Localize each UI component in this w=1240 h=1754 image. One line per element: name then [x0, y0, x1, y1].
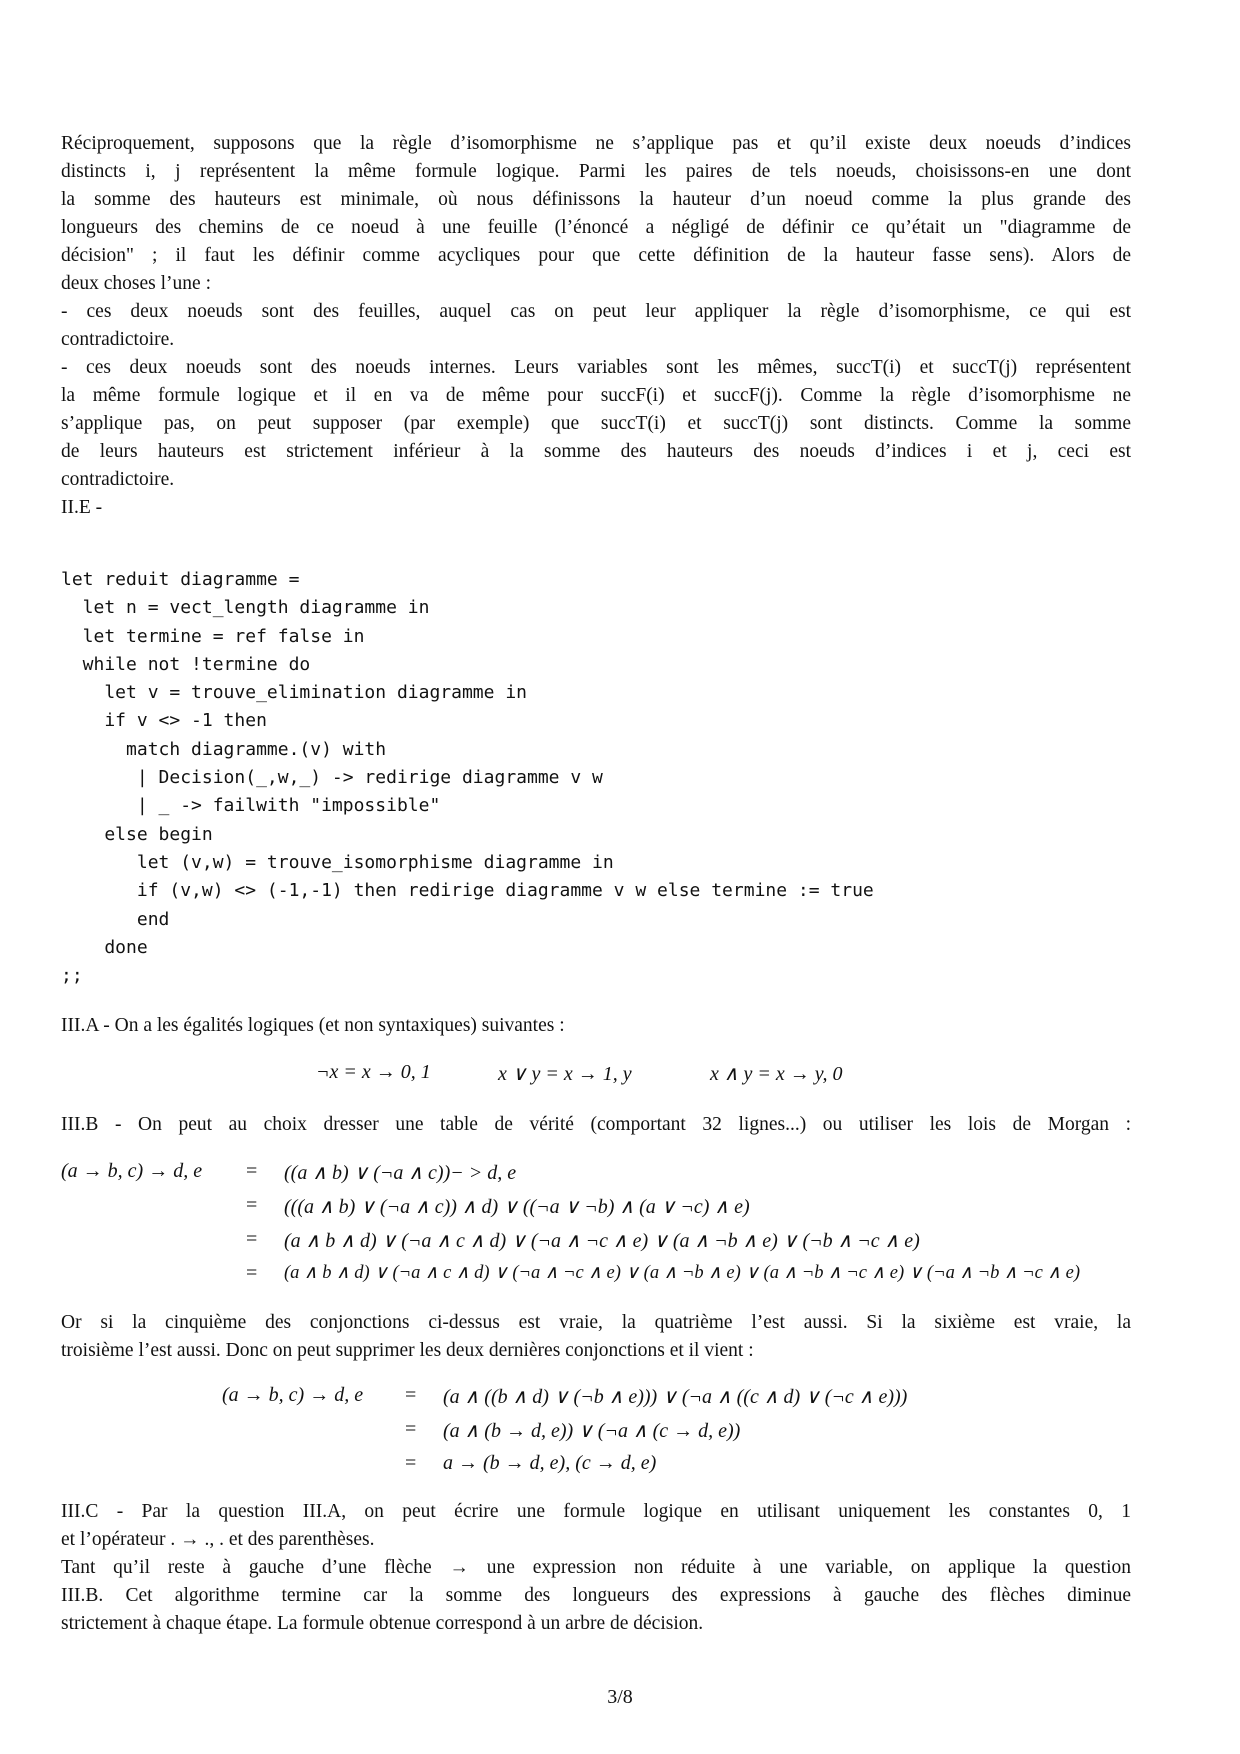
equation-rhs: ((a ∧ b) ∨ (¬a ∧ c))− > d, e — [284, 1162, 517, 1184]
code-line: let termine = ref false in — [61, 625, 365, 647]
code-line: | _ -> failwith "impossible" — [61, 795, 441, 817]
equation-rhs: (a ∧ b ∧ d) ∨ (¬a ∧ c ∧ d) ∨ (¬a ∧ ¬c ∧ e) ∨ (a ∧ ¬b ∧ e) ∨ (a ∧ ¬b ∧ ¬c ∧ e) ∨ (¬a ∧ ¬b ∧ ¬c ∧ e) — [284, 1263, 1080, 1283]
section-IIIC — [61, 1498, 1131, 1638]
equals-sign: = — [405, 1452, 417, 1474]
text-line: deux choses l’une : — [61, 273, 212, 294]
equation-and: x ∧ y = x → y, 0 — [710, 1063, 843, 1085]
text-line: III.A - On a les égalités logiques (et non syntaxiques) suivantes : — [61, 1015, 565, 1036]
section-IIIA — [61, 1012, 1131, 1040]
text-line: Or si la cinquième des conjonctions ci-dessus est vraie, la quatrième l’est aussi. Si la sixième est vraie, la — [61, 1312, 1131, 1333]
equation-lhs: (a → b, c) → d, e — [222, 1384, 364, 1406]
text-line: la somme des hauteurs est minimale, où nous définissons la hauteur d’un noeud comme la plus grande des — [61, 189, 1131, 210]
text-line: longueurs des chemins de ce noeud à une feuille (l’énoncé a négligé de définir ce qu’était un "diagramme de — [61, 217, 1131, 238]
equation-rhs: (a ∧ ((b ∧ d) ∨ (¬b ∧ e))) ∨ (¬a ∧ ((c ∧ d) ∨ (¬c ∧ e))) — [443, 1386, 908, 1408]
text-line: - ces deux noeuds sont des noeuds internes. Leurs variables sont les mêmes, succT(i) et succT(j) représentent — [61, 357, 1131, 378]
code-line: ;; — [61, 965, 83, 987]
code-line: else begin — [61, 823, 213, 845]
text-line: distincts i, j représentent la même formule logique. Parmi les paires de tels noeuds, choisissons-en une dont — [61, 161, 1131, 182]
text-line: décision" ; il faut les définir comme acycliques pour que cette définition de la hauteur fasse sens). Alors de — [61, 245, 1131, 266]
equation-not: ¬x = x → 0, 1 — [316, 1061, 431, 1083]
equation-rhs: a → (b → d, e), (c → d, e) — [443, 1452, 657, 1474]
code-line: if v <> -1 then — [61, 710, 267, 732]
equation-rhs: (((a ∧ b) ∨ (¬a ∧ c)) ∧ d) ∨ ((¬a ∨ ¬b) ∧ (a ∨ ¬c) ∧ e) — [284, 1196, 750, 1218]
equals-sign: = — [246, 1160, 258, 1182]
code-line: let n = vect_length diagramme in — [61, 597, 430, 619]
text-line: Tant qu’il reste à gauche d’une flèche → une expression non réduite à une variable, on applique la question — [61, 1557, 1131, 1578]
text-line: contradictoire. — [61, 469, 175, 490]
section-heading-IIE: II.E - — [61, 497, 103, 518]
section-IIIB — [61, 1111, 1131, 1139]
paragraph-conjunctions — [61, 1309, 1131, 1365]
equals-sign: = — [246, 1194, 258, 1216]
text-line: et l’opérateur . → ., . et des parenthèses. — [61, 1529, 375, 1550]
code-line: end — [61, 908, 170, 930]
text-line: III.C - Par la question III.A, on peut écrire une formule logique en utilisant uniquement les constantes 0, 1 — [61, 1501, 1131, 1522]
text-line: Réciproquement, supposons que la règle d’isomorphisme ne s’applique pas et qu’il existe deux noeuds d’indices — [61, 133, 1131, 154]
text-line: s’applique pas, on peut supposer (par exemple) que succT(i) et succT(j) sont distincts. Comme la somme — [61, 413, 1131, 434]
code-block — [61, 566, 874, 990]
text-line: III.B - On peut au choix dresser une table de vérité (comportant 32 lignes...) ou utiliser les lois de Morgan : — [61, 1114, 1131, 1135]
paragraph-proof — [61, 130, 1131, 522]
equation-lhs: (a → b, c) → d, e — [61, 1160, 203, 1182]
equation-or: x ∨ y = x → 1, y — [498, 1063, 632, 1085]
text-line: la même formule logique et il en va de même pour succF(i) et succF(j). Comme la règle d’isomorphisme ne — [61, 385, 1131, 406]
code-line: let v = trouve_elimination diagramme in — [61, 682, 527, 704]
code-line: done — [61, 936, 148, 958]
equals-sign: = — [405, 1418, 417, 1440]
code-line: | Decision(_,w,_) -> redirige diagramme v w — [61, 767, 603, 789]
equals-sign: = — [246, 1228, 258, 1250]
code-line: while not !termine do — [61, 653, 311, 675]
code-line: match diagramme.(v) with — [61, 738, 387, 760]
text-line: contradictoire. — [61, 329, 175, 350]
text-line: troisième l’est aussi. Donc on peut supprimer les deux dernières conjonctions et il vient : — [61, 1340, 754, 1361]
text-line: de leurs hauteurs est strictement inférieur à la somme des hauteurs des noeuds d’indices i et j, ceci est — [61, 441, 1131, 462]
equation-rhs: (a ∧ (b → d, e)) ∨ (¬a ∧ (c → d, e)) — [443, 1420, 741, 1442]
text-line: strictement à chaque étape. La formule obtenue correspond à un arbre de décision. — [61, 1613, 704, 1634]
equals-sign: = — [246, 1262, 258, 1284]
code-line: let (v,w) = trouve_isomorphisme diagramme in — [61, 851, 614, 873]
page-number: 3/8 — [607, 1686, 633, 1708]
text-line: III.B. Cet algorithme termine car la somme des longueurs des expressions à gauche des flèches diminue — [61, 1585, 1131, 1606]
equals-sign: = — [405, 1384, 417, 1406]
equation-rhs: (a ∧ b ∧ d) ∨ (¬a ∧ c ∧ d) ∨ (¬a ∧ ¬c ∧ e) ∨ (a ∧ ¬b ∧ e) ∨ (¬b ∧ ¬c ∧ e) — [284, 1230, 920, 1252]
code-line: let reduit diagramme = — [61, 569, 300, 590]
text-line: - ces deux noeuds sont des feuilles, auquel cas on peut leur appliquer la règle d’isomorphisme, ce qui est — [61, 301, 1131, 322]
code-line: if (v,w) <> (-1,-1) then redirige diagramme v w else termine := true — [61, 880, 874, 902]
